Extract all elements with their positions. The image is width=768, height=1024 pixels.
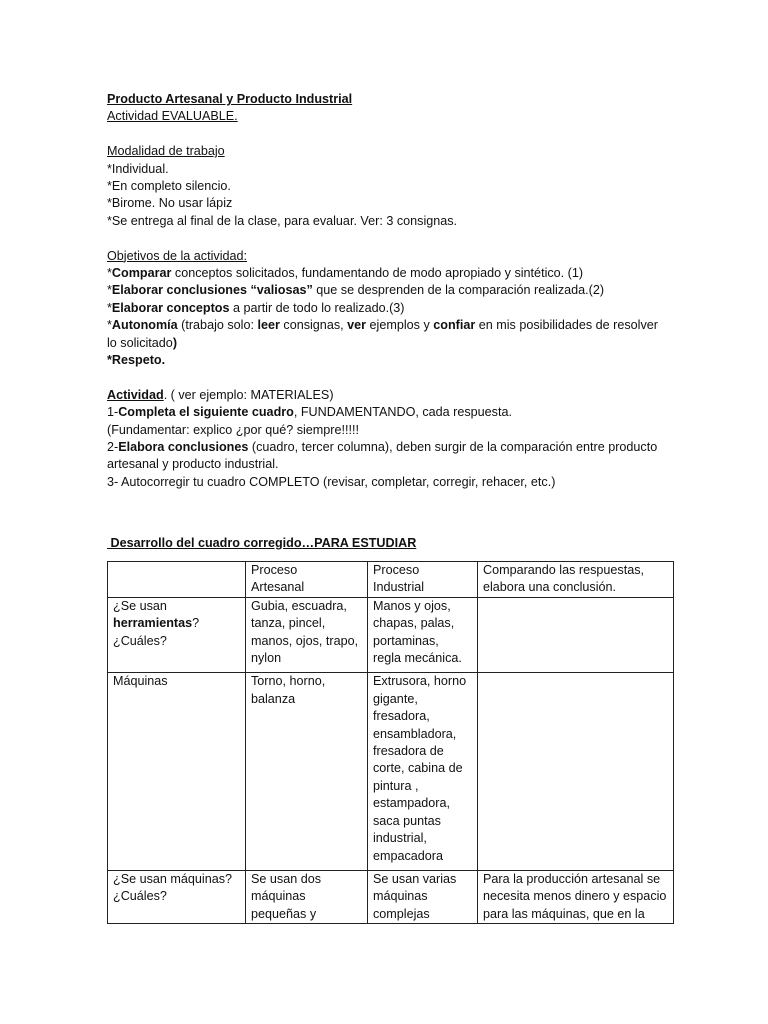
- header-artesanal: [246, 562, 368, 598]
- cell-line: nylon: [251, 651, 282, 666]
- cell-line: ¿Cuáles?: [113, 889, 167, 904]
- objetivo-5-bold: Respeto.: [111, 353, 166, 368]
- cell-spacer: [373, 865, 472, 870]
- cell-line: Extrusora, horno: [373, 674, 467, 689]
- comparison-table: [107, 561, 674, 924]
- consigna-1-note: (Fundamentar: explico ¿por qué? siempre!!!!!: [107, 422, 359, 437]
- cell-line: ¿Cuáles?: [113, 633, 167, 648]
- objetivo-4-text: ejemplos y: [366, 318, 434, 333]
- actividad-heading: [107, 387, 667, 404]
- cell-line: portaminas,: [373, 633, 439, 648]
- cell-conclusion: [478, 870, 674, 923]
- objetivo-2: *Elaborar conclusiones “valiosas” que se desprenden de la comparación realizada.(2): [107, 283, 605, 298]
- objetivo-1-bold: Comparar: [111, 266, 172, 281]
- cell-line: Manos y ojos,: [373, 598, 451, 613]
- document-body: [107, 91, 667, 552]
- objetivo-3-text: a partir de todo lo realizado.(3): [229, 300, 405, 315]
- objetivo-4-line2: lo solicitado: [107, 335, 173, 350]
- objetivo-4-bold-ver: ver: [347, 318, 367, 333]
- document-title: Producto Artesanal y Producto Industrial: [107, 92, 353, 106]
- objetivo-1: *Comparar conceptos solicitados, fundamentando de modo apropiado y sintético. (1): [107, 266, 584, 281]
- objetivo-1-text: conceptos solicitados, fundamentando de modo apropiado y sintético. (1): [171, 266, 584, 281]
- cell-line: ¿Se usan máquinas?: [113, 871, 233, 886]
- objetivo-4-close: ): [172, 335, 178, 350]
- cell-line: complejas: [373, 906, 430, 921]
- objetivo-4-bold-leer: leer: [257, 318, 280, 333]
- cell-line: chapas, palas,: [373, 616, 455, 631]
- cell-line: tanza, pincel,: [251, 616, 326, 631]
- table-row: [108, 870, 674, 923]
- cell-line: fresadora,: [373, 709, 430, 724]
- objetivo-4-bold-confiar: confiar: [433, 318, 476, 333]
- cell-line: Proceso: [251, 563, 298, 577]
- modalidad-item: *En completo silencio.: [107, 179, 231, 194]
- cell-artesanal: [246, 870, 368, 923]
- cell-line: Para la producción artesanal se: [483, 871, 661, 886]
- cell-line: Torno, horno,: [251, 674, 326, 689]
- actividad-label: Actividad: [107, 387, 164, 402]
- cell-line: balanza: [251, 691, 296, 706]
- modalidad-item: *Individual.: [107, 161, 169, 176]
- consigna-1: [107, 404, 667, 421]
- consigna-3: 3- Autocorregir tu cuadro COMPLETO (revisar, completar, corregir, rehacer, etc.): [107, 474, 556, 489]
- cell-line: Máquinas: [113, 674, 168, 689]
- cell-text: ?: [192, 616, 200, 631]
- cell-line: Se usan varias: [373, 871, 457, 886]
- desarrollo-heading: Desarrollo del cuadro corregido…PARA ESTUDIAR: [107, 535, 417, 550]
- cell-conclusion: [478, 597, 674, 673]
- cell-line: máquinas: [373, 889, 428, 904]
- cell-line: corte, cabina de: [373, 761, 463, 776]
- cell-line: fresadora de: [373, 744, 444, 759]
- cell-line: máquinas: [251, 889, 306, 904]
- modalidad-heading: Modalidad de trabajo: [107, 144, 225, 159]
- objetivo-4-bold: Autonomía: [111, 318, 178, 333]
- table-row: [108, 673, 674, 870]
- cell-line: elabora una conclusión.: [483, 580, 617, 595]
- objetivos-heading: Objetivos de la actividad:: [107, 248, 248, 263]
- objetivo-5: *Respeto.: [107, 353, 166, 368]
- cell-artesanal: [246, 597, 368, 673]
- cell-line: Gubia, escuadra,: [251, 598, 347, 613]
- cell-line: estampadora,: [373, 796, 451, 811]
- row-label-maquinas: [108, 673, 246, 870]
- cell-line: [113, 615, 240, 632]
- row-label-usan-maquinas: [108, 870, 246, 923]
- cell-artesanal: [246, 673, 368, 870]
- objetivo-4-text: consignas,: [279, 318, 348, 333]
- actividad-label-rest: . ( ver ejemplo: MATERIALES): [163, 387, 334, 402]
- modalidad-item: *Se entrega al final de la clase, para evaluar. Ver: 3 consignas.: [107, 213, 458, 228]
- cell-bold: herramientas: [113, 616, 193, 631]
- consigna-2-bold: Elabora conclusiones: [118, 440, 249, 455]
- cell-line: ensambladora,: [373, 726, 457, 741]
- cell-line: Se usan dos: [251, 871, 322, 886]
- cell-line: gigante,: [373, 691, 418, 706]
- modalidad-item: *Birome. No usar lápiz: [107, 196, 233, 211]
- cell-conclusion: [478, 673, 674, 870]
- objetivo-2-bold: Elaborar conclusiones “valiosas”: [111, 283, 313, 298]
- consigna-2: [107, 439, 667, 456]
- cell-line: para las máquinas, que en la: [483, 906, 645, 921]
- table-row: [108, 597, 674, 673]
- cell-line: Industrial: [373, 580, 425, 595]
- header-conclusion: [478, 562, 674, 598]
- objetivo-4-cont: [107, 335, 667, 352]
- cell-line: Comparando las respuestas,: [483, 563, 645, 577]
- cell-line: Artesanal: [251, 580, 305, 595]
- cell-industrial: [368, 673, 478, 870]
- cell-line: pequeñas y: [251, 906, 317, 921]
- consigna-1-text: , FUNDAMENTANDO, cada respuesta.: [293, 405, 512, 420]
- objetivo-2-text: que se desprenden de la comparación realizada.(2): [312, 283, 605, 298]
- table-header-row: [108, 562, 674, 598]
- consigna-1-num: 1-: [107, 405, 119, 420]
- cell-line: industrial,: [373, 831, 427, 846]
- cell-line: necesita menos dinero y espacio: [483, 889, 667, 904]
- cell-line: regla mecánica.: [373, 651, 462, 666]
- table-cell-empty: [108, 562, 246, 598]
- objetivo-3-bold: Elaborar conceptos: [111, 300, 230, 315]
- cell-line: manos, ojos, trapo,: [251, 633, 359, 648]
- cell-line: Proceso: [373, 563, 420, 577]
- cell-line: ¿Se usan: [113, 598, 167, 613]
- consigna-2-text: (cuadro, tercer columna), deben surgir de la comparación entre producto: [248, 440, 658, 455]
- consigna-1-bold: Completa el siguiente cuadro: [118, 405, 294, 420]
- objetivo-3: *Elaborar conceptos a partir de todo lo realizado.(3): [107, 300, 405, 315]
- document-subtitle: Actividad EVALUABLE.: [107, 109, 238, 124]
- cell-industrial: [368, 870, 478, 923]
- consigna-2-num: 2-: [107, 440, 119, 455]
- objetivo-4-text: (trabajo solo:: [177, 318, 258, 333]
- cell-line: empacadora: [373, 848, 444, 863]
- objetivo-4: *Autonomía (trabajo solo: leer consignas, ver ejemplos y confiar en mis posibilidades de resolver: [107, 318, 658, 333]
- cell-spacer: [373, 667, 472, 672]
- row-label-herramientas: [108, 597, 246, 673]
- header-industrial: [368, 562, 478, 598]
- consigna-2-cont: artesanal y producto industrial.: [107, 457, 279, 472]
- objetivo-4-text: en mis posibilidades de resolver: [475, 318, 658, 333]
- cell-industrial: [368, 597, 478, 673]
- cell-line: saca puntas: [373, 813, 441, 828]
- cell-line: pintura ,: [373, 778, 419, 793]
